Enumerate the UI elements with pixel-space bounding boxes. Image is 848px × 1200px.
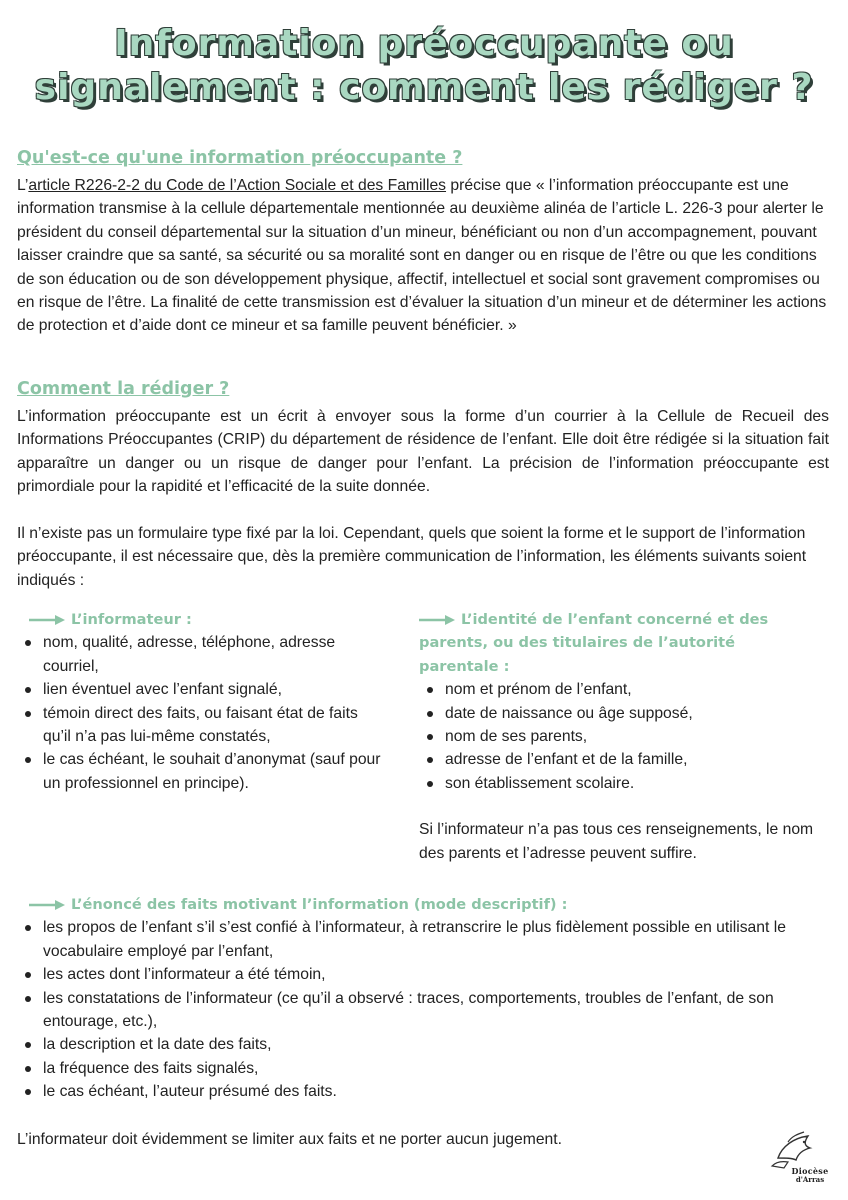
list-item: les actes dont l’informateur a été témoin,	[17, 963, 829, 986]
section-heading-what-is: Qu'est-ce qu'une information préoccupante ?	[17, 148, 463, 168]
diocese-logo	[764, 1128, 828, 1184]
right-arrow-icon	[419, 614, 455, 626]
logo-text-line1: Diocèse	[791, 1166, 828, 1176]
identite-block	[419, 608, 814, 865]
identite-note: Si l’informateur n’a pas tous ces renseignements, le nom des parents et l’adresse peuvent suffire.	[419, 821, 814, 862]
enonce-heading-text: L’énoncé des faits motivant l’information (mode descriptif) :	[71, 896, 568, 913]
page-title-line2: signalement : comment les rédiger ?	[34, 67, 814, 108]
list-item: les propos de l’enfant s’il s’est confié à l’informateur, à retranscrire le plus fidèlement possible en utilisant le vocabulaire employé par l’enfant,	[17, 916, 829, 963]
definition-text-after: précise que « l’information préoccupante est une information transmise à la cellule départementale mentionnée au deuxième alinéa de l’article L. 226-3 pour alerter le président du conseil départemental sur la situation d’un mineur, bénéficiant ou non d’un accompagnement, pouvant laisser craindre que sa santé, sa sécurité ou sa moralité sont en danger ou en risque de l’être ou que les conditions de son éducation ou de son développement physique, affectif, intellectuel et social sont gravement compromises ou en risque de l’être. La finalité de cette transmission est d’évaluer la situation d’un mineur et de déterminer les actions de protection et d’aide dont ce mineur et sa famille peuvent bénéficier. »	[17, 177, 827, 335]
list-item: la fréquence des faits signalés,	[17, 1057, 829, 1080]
how-to-paragraph-1: L’information préoccupante est un écrit à envoyer sous la forme d’un courrier à la Cellule de Recueil des Informations Préoccupantes (CRIP) du département de résidence de l’enfant. Elle doit être rédigée si la situation fait apparaître un danger ou un risque de danger pour l’enfant. La précision de l’information préoccupante est primordiale pour la rapidité et l’efficacité de la suite donnée.	[17, 408, 829, 496]
enonce-list	[17, 916, 829, 1103]
closing-sentence: L’informateur doit évidemment se limiter aux faits et ne porter aucun jugement.	[17, 1131, 562, 1148]
logo-text-line2: d'Arras	[795, 1175, 825, 1184]
identite-heading	[419, 608, 811, 678]
list-item: date de naissance ou âge supposé,	[419, 702, 811, 725]
informateur-block	[17, 608, 387, 795]
right-arrow-icon	[29, 614, 65, 626]
how-to-paragraph-2: Il n’existe pas un formulaire type fixé par la loi. Cependant, quels que soient la forme et le support de l’information préoccupante, il est nécessaire que, dès la première communication de l’information, les éléments suivants soient indiqués :	[17, 525, 807, 589]
list-item: témoin direct des faits, ou faisant état de faits qu’il n’a pas lui-même constatés,	[17, 702, 387, 749]
list-item: son établissement scolaire.	[419, 772, 811, 795]
list-item: nom et prénom de l’enfant,	[419, 678, 811, 701]
page-title	[0, 22, 848, 110]
identite-list	[419, 678, 811, 795]
list-item: nom de ses parents,	[419, 725, 811, 748]
definition-paragraph	[17, 174, 829, 338]
page-title-line1: Information préoccupante ou	[114, 23, 734, 64]
enonce-block	[17, 893, 829, 1104]
list-item: nom, qualité, adresse, téléphone, adresse courriel,	[17, 631, 387, 678]
section-heading-how-to: Comment la rédiger ?	[17, 379, 230, 399]
definition-text-before: L’	[17, 177, 29, 194]
informateur-heading	[17, 608, 387, 631]
informateur-list	[17, 631, 387, 795]
list-item: lien éventuel avec l’enfant signalé,	[17, 678, 387, 701]
diocese-dove-logo	[764, 1128, 828, 1184]
informateur-heading-text: L’informateur :	[71, 611, 192, 628]
list-item: les constatations de l’informateur (ce qu’il a observé : traces, comportements, troubles de l’enfant, de son entourage, etc.),	[17, 987, 829, 1034]
list-item: adresse de l’enfant et de la famille,	[419, 748, 811, 771]
identite-heading-text: L’identité de l’enfant concerné et des parents, ou des titulaires de l’autorité parentale :	[419, 611, 769, 675]
list-item: le cas échéant, le souhait d’anonymat (sauf pour un professionnel en principe).	[17, 748, 387, 795]
list-item: la description et la date des faits,	[17, 1033, 829, 1056]
article-link[interactable]: article R226-2-2 du Code de l’Action Sociale et des Familles	[28, 177, 447, 194]
list-item: le cas échéant, l’auteur présumé des faits.	[17, 1080, 829, 1103]
enonce-heading	[17, 893, 829, 916]
right-arrow-icon	[29, 899, 65, 911]
